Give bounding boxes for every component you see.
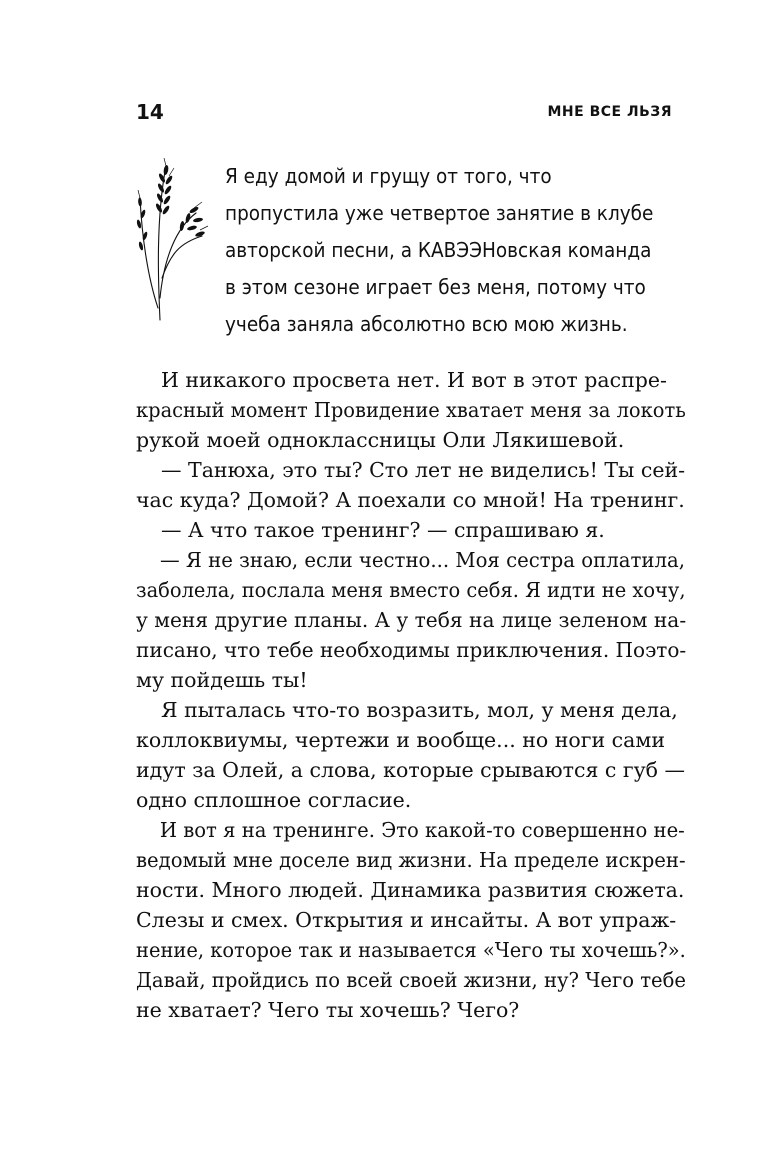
body-line: красный момент Провидение хватает меня за локоть	[136, 398, 686, 422]
epigraph-text	[225, 158, 665, 343]
body-line: Я пыталась что-то возразить, мол, у меня дела,	[161, 698, 678, 722]
epigraph-line: Я еду домой и грущу от того, что	[225, 164, 552, 188]
body-line: му пойдешь ты!	[136, 668, 308, 692]
body-line: И никакого просвета нет. И вот в этот распре-	[161, 368, 667, 392]
body-line: писано, что тебе необходимы приключения. Поэто-	[136, 638, 687, 662]
running-title: МНЕ ВСЕ ЛЬЗЯ	[547, 104, 672, 120]
wheat-illustration	[136, 158, 212, 323]
body-line: у меня другие планы. А у тебя на лице зеленом на-	[136, 608, 687, 632]
body-line: идут за Олей, а слова, которые срываются с губ —	[136, 758, 686, 782]
body-line: ности. Много людей. Динамика развития сюжета.	[136, 878, 685, 902]
body-line: коллоквиумы, чертежи и вообще... но ноги сами	[136, 728, 665, 752]
body-line: нение, которое так и называется «Чего ты хочешь?».	[136, 938, 686, 962]
body-line: ведомый мне доселе вид жизни. На пределе искрен-	[136, 848, 686, 872]
epigraph-line: пропустила уже четвертое занятие в клубе	[225, 201, 654, 225]
epigraph-line: учеба заняла абсолютно всю мою жизнь.	[225, 312, 628, 336]
body-line: не хватает? Чего ты хочешь? Чего?	[136, 998, 520, 1022]
epigraph	[136, 158, 656, 358]
epigraph-line: авторской песни, а КАВЭЭНовская команда	[225, 238, 652, 262]
body-line: Давай, пройдись по всей своей жизни, ну? Чего тебе	[136, 968, 687, 992]
body-line: И вот я на тренинге. Это какой-то совершенно не-	[159, 818, 685, 842]
body-line: одно сплошное согласие.	[136, 788, 412, 812]
body-line: рукой моей одноклассницы Оли Лякишевой.	[136, 428, 625, 452]
body-line: час куда? Домой? А поехали со мной! На тренинг.	[136, 488, 685, 512]
body-line: — Я не знаю, если честно... Моя сестра оплатила,	[160, 548, 685, 572]
page-number: 14	[136, 100, 164, 124]
body-text	[136, 365, 686, 1025]
body-line: Слезы и смех. Открытия и инсайты. А вот упраж-	[136, 908, 677, 932]
body-line: заболела, послала меня вместо себя. Я идти не хочу,	[136, 578, 686, 602]
body-line: — А что такое тренинг? — спрашиваю я.	[161, 518, 605, 542]
epigraph-line: в этом сезоне играет без меня, потому что	[225, 275, 646, 299]
body-line: — Танюха, это ты? Сто лет не виделись! Ты сей-	[161, 458, 686, 482]
